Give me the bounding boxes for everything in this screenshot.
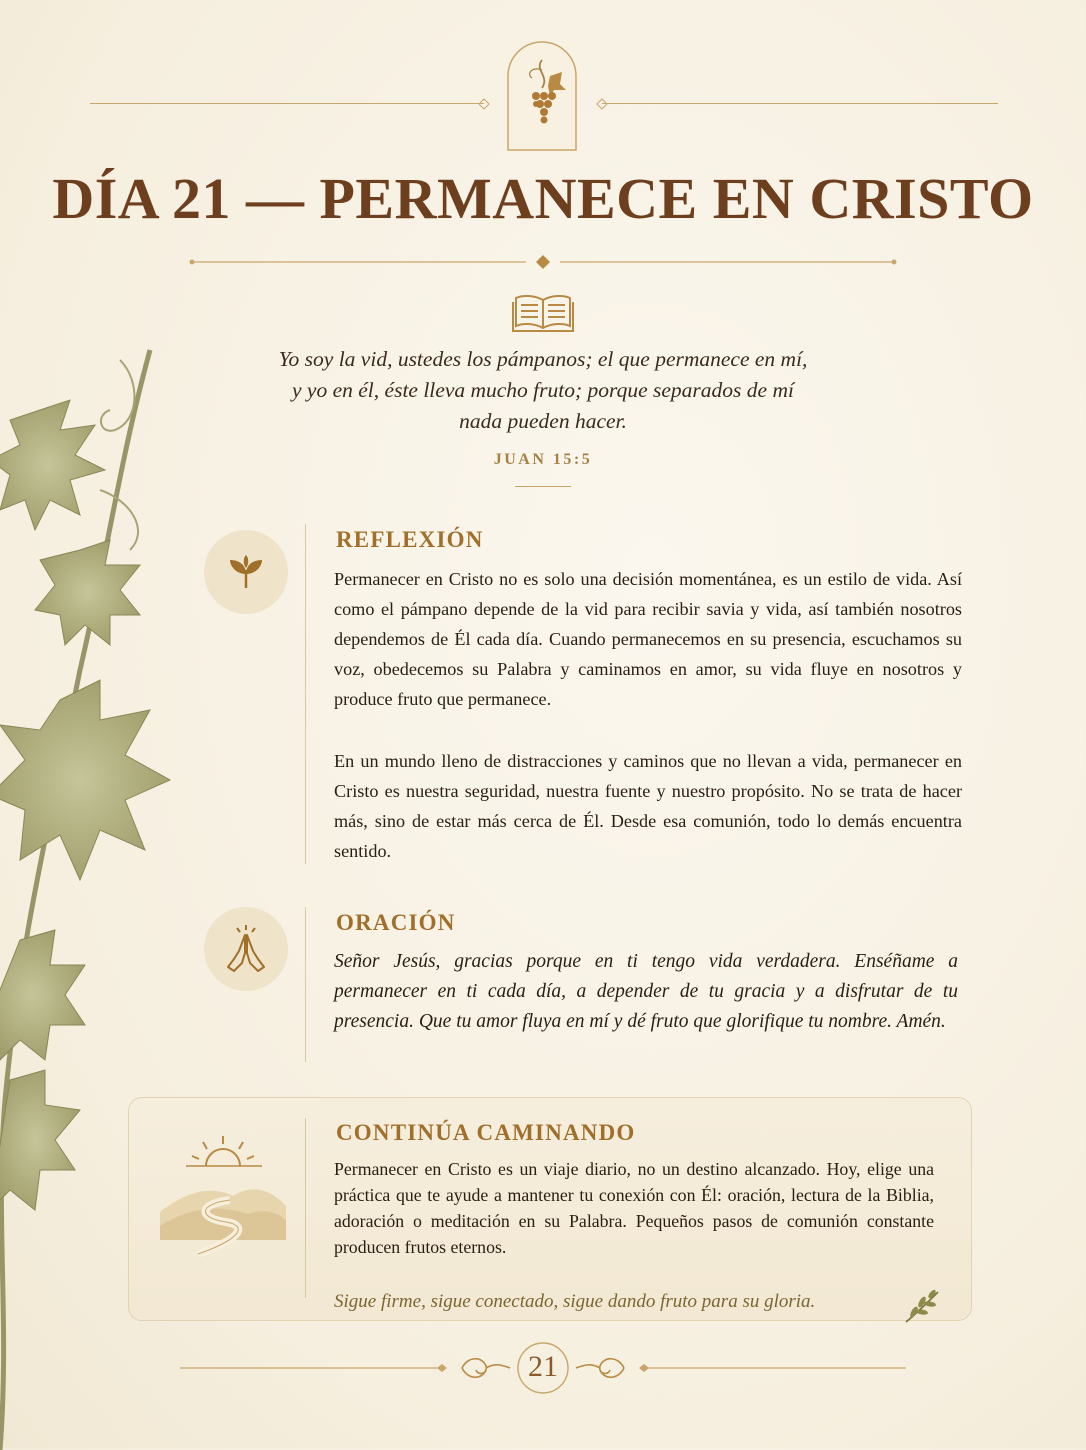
reflexion-icon-badge	[204, 530, 288, 614]
open-book-icon	[512, 292, 574, 334]
header-rule-right	[602, 103, 998, 104]
oracion-text: Señor Jesús, gracias porque en ti tengo vida verdadera. Enséñame a permanecer en ti cada día, a depender de tu gracia y a disfrutar de tu presencia. Que tu amor fluya en mí y dé fruto que glorifique tu nombre. Amén.	[334, 951, 958, 1032]
oracion-heading: ORACIÓN	[336, 910, 456, 935]
reflexion-paragraph: Permanecer en Cristo no es solo una decisión momentánea, es un estilo de vida. Así como el pámpano depende de la vid para recibir savia y vida, así también nosotros dependemos de Él cada día. Cuando permanecemos en su presencia, escuchamos su voz, obedecemos su Palabra y caminamos en amor, su vida fluye en nosotros y produce fruto que permanece.	[334, 569, 962, 709]
grape-vine-icon	[504, 40, 580, 152]
header-rule-left	[90, 103, 484, 104]
verse-reference: JUAN 15:5	[493, 451, 593, 468]
praying-hands-icon	[224, 923, 268, 975]
continua-heading: CONTINÚA CAMINANDO	[336, 1120, 636, 1145]
diamond-ornament	[596, 98, 608, 110]
page-number: 21	[528, 1350, 558, 1383]
sprout-icon	[226, 552, 266, 592]
continua-closing-line: Sigue firme, sigue conectado, sigue dando fruto para su gloria.	[334, 1291, 816, 1312]
section-rule	[305, 907, 306, 1062]
diamond-ornament	[478, 98, 490, 110]
olive-branch-icon	[902, 1288, 942, 1324]
reflexion-heading: REFLEXIÓN	[336, 527, 484, 552]
section-rule	[305, 1118, 306, 1298]
section-rule	[305, 524, 306, 864]
sunrise-path-icon	[158, 1130, 288, 1260]
verse-line: Yo soy la vid, ustedes los pámpanos; el que permanece en mí,	[278, 347, 808, 371]
continua-text: Permanecer en Cristo es un viaje diario, no un destino alcanzado. Hoy, elige una práctica que te ayude a mantener tu conexión con Él: oración, lectura de la Biblia, adoración o meditación en su Palabra. Pequeños pasos de comunión constante producen frutos eternos.	[334, 1159, 934, 1257]
title-divider	[186, 252, 900, 272]
verse-rule	[515, 486, 571, 487]
bible-verse	[200, 344, 886, 437]
reflexion-paragraph: En un mundo lleno de distracciones y caminos que no llevan a vida, permanecer en Cristo es nuestra seguridad, nuestra fuente y nuestro propósito. No se trata de hacer más, sino de estar más cerca de Él. Desde esa comunión, todo lo demás encuentra sentido.	[334, 751, 962, 861]
page-title: DÍA 21 — PERMANECE EN CRISTO	[52, 166, 1034, 231]
verse-line: y yo en él, éste lleva mucho fruto; porque separados de mí	[292, 378, 794, 402]
oracion-icon-badge	[204, 907, 288, 991]
verse-line: nada pueden hacer.	[459, 409, 627, 433]
